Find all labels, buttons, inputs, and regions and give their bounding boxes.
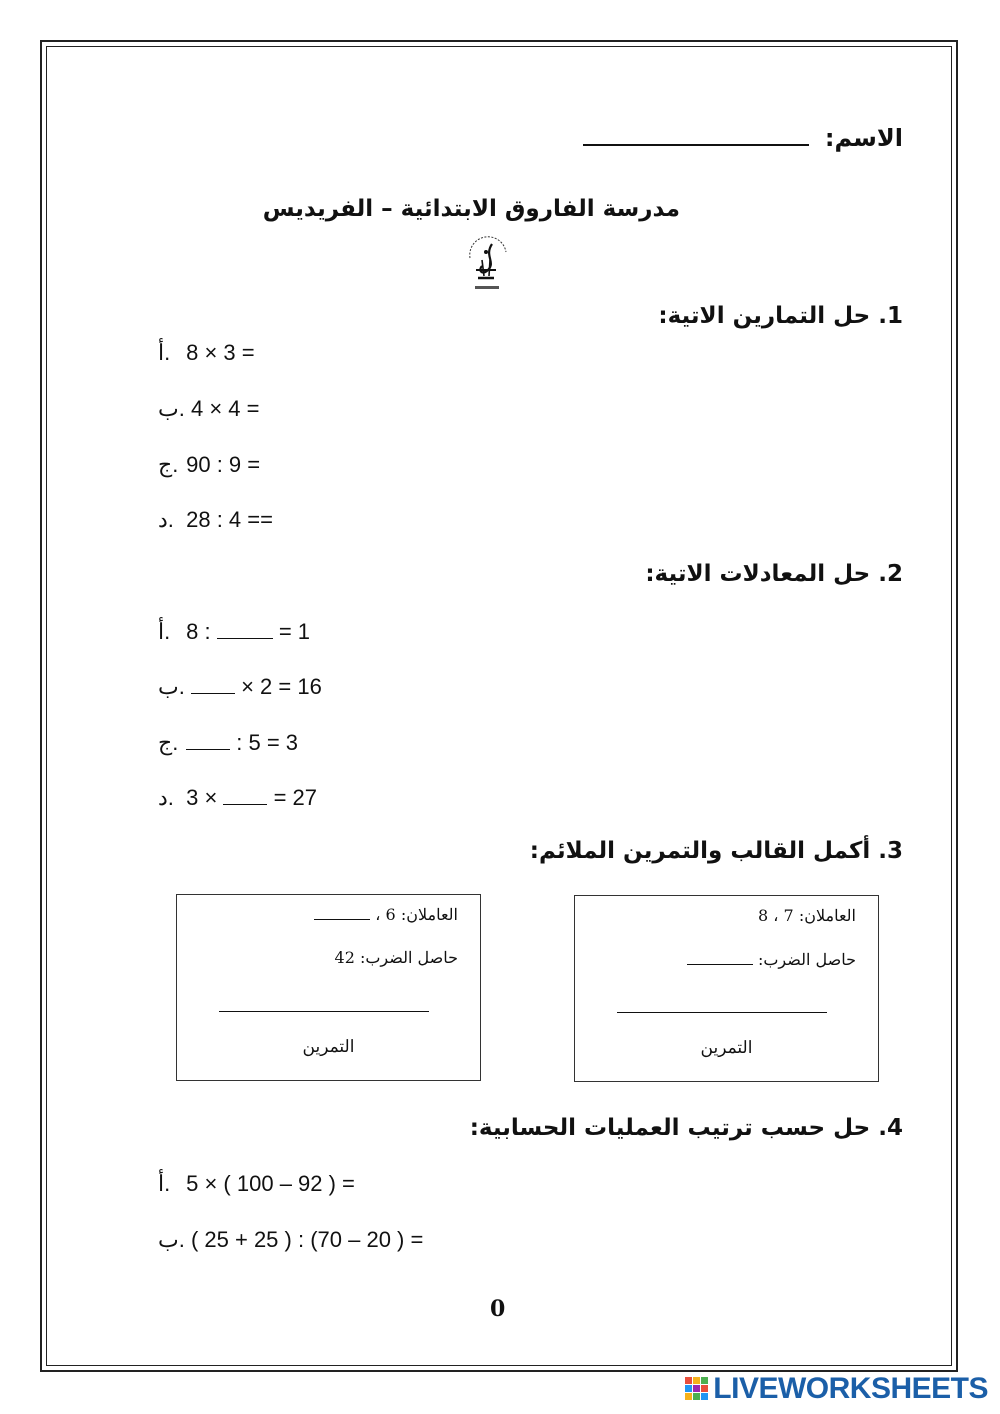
school-logo [462,230,512,300]
section2-title: 2. حل المعادلات الاتية: [645,561,903,587]
item-letter: ج. [158,452,179,477]
item-expression-pre: 3 × [186,785,218,810]
template-box-right [574,895,879,1082]
factors-row [314,905,458,924]
item-letter: د. [158,785,174,810]
answer-blank[interactable] [186,729,230,750]
name-label: الاسم: [824,124,903,152]
watermark-text: LIVEWORKSHEETS [713,1372,988,1405]
item-expression: ( 25 + 25 ) : (70 – 20 ) = [190,1227,424,1252]
answer-blank[interactable] [191,673,235,694]
item-expression: 28 : 4 == [186,507,273,532]
section2-item-a [158,618,310,645]
factors-label: العاملان: [798,906,856,925]
item-letter: أ. [158,619,171,644]
name-input-blank[interactable] [583,120,809,146]
item-expression-post: = 27 [273,785,318,810]
item-expression: 90 : 9 = [186,452,261,477]
product-blank[interactable] [687,950,753,965]
item-expression-post: = 1 [278,619,311,644]
item-expression: 8 × 3 = [186,340,255,365]
exercise-label: التمرين [700,1038,753,1058]
answer-blank[interactable] [223,784,267,805]
item-letter: ب. [158,1227,185,1252]
exercise-label: التمرين [302,1037,355,1057]
section4-title: 4. حل حسب ترتيب العمليات الحسابية: [469,1115,903,1141]
section3-title: 3. أكمل القالب والتمرين الملائم: [529,838,903,864]
product-row [687,950,856,969]
student-name-row [583,120,903,152]
factors-value: 7 ، 8 [758,906,794,925]
section1-item-b [158,396,259,422]
factor-blank[interactable] [314,905,370,920]
item-letter: أ. [158,340,171,365]
product-label: حاصل الضرب: [359,948,458,967]
item-expression-pre: 8 : [186,619,211,644]
item-letter: ب. [158,674,185,699]
product-value: 42 [334,948,355,967]
item-expression: 4 × 4 = [190,396,260,421]
school-name: مدرسة الفاروق الابتدائية – الفريديس [262,196,680,222]
liveworksheets-logo-icon [685,1377,709,1401]
section1-item-d [158,507,273,533]
item-expression-post: : 5 = 3 [236,730,299,755]
template-box-left [176,894,481,1081]
section1-title: 1. حل التمارين الاتية: [658,303,903,329]
item-letter: ج. [158,730,179,755]
section2-item-b [158,673,322,700]
product-row [335,948,458,967]
item-expression: 5 × ( 100 – 92 ) = [186,1171,355,1196]
section2-item-d [158,784,317,811]
section2-item-c [158,729,298,756]
factors-value: 6 ، [375,905,396,924]
item-letter: ب. [158,396,185,421]
liveworksheets-watermark [685,1372,988,1406]
factors-row [758,906,856,925]
section4-item-a [158,1171,355,1197]
section1-item-c [158,452,260,478]
exercise-blank[interactable] [617,1012,827,1013]
section1-item-a [158,340,255,366]
product-label: حاصل الضرب: [757,950,856,969]
answer-blank[interactable] [217,618,273,639]
item-expression-post: × 2 = 16 [241,674,322,699]
page-number: 0 [490,1296,506,1322]
exercise-blank[interactable] [219,1011,429,1012]
item-letter: د. [158,507,174,532]
item-letter: أ. [158,1171,171,1196]
section4-item-b [158,1227,423,1253]
factors-label: العاملان: [400,905,458,924]
